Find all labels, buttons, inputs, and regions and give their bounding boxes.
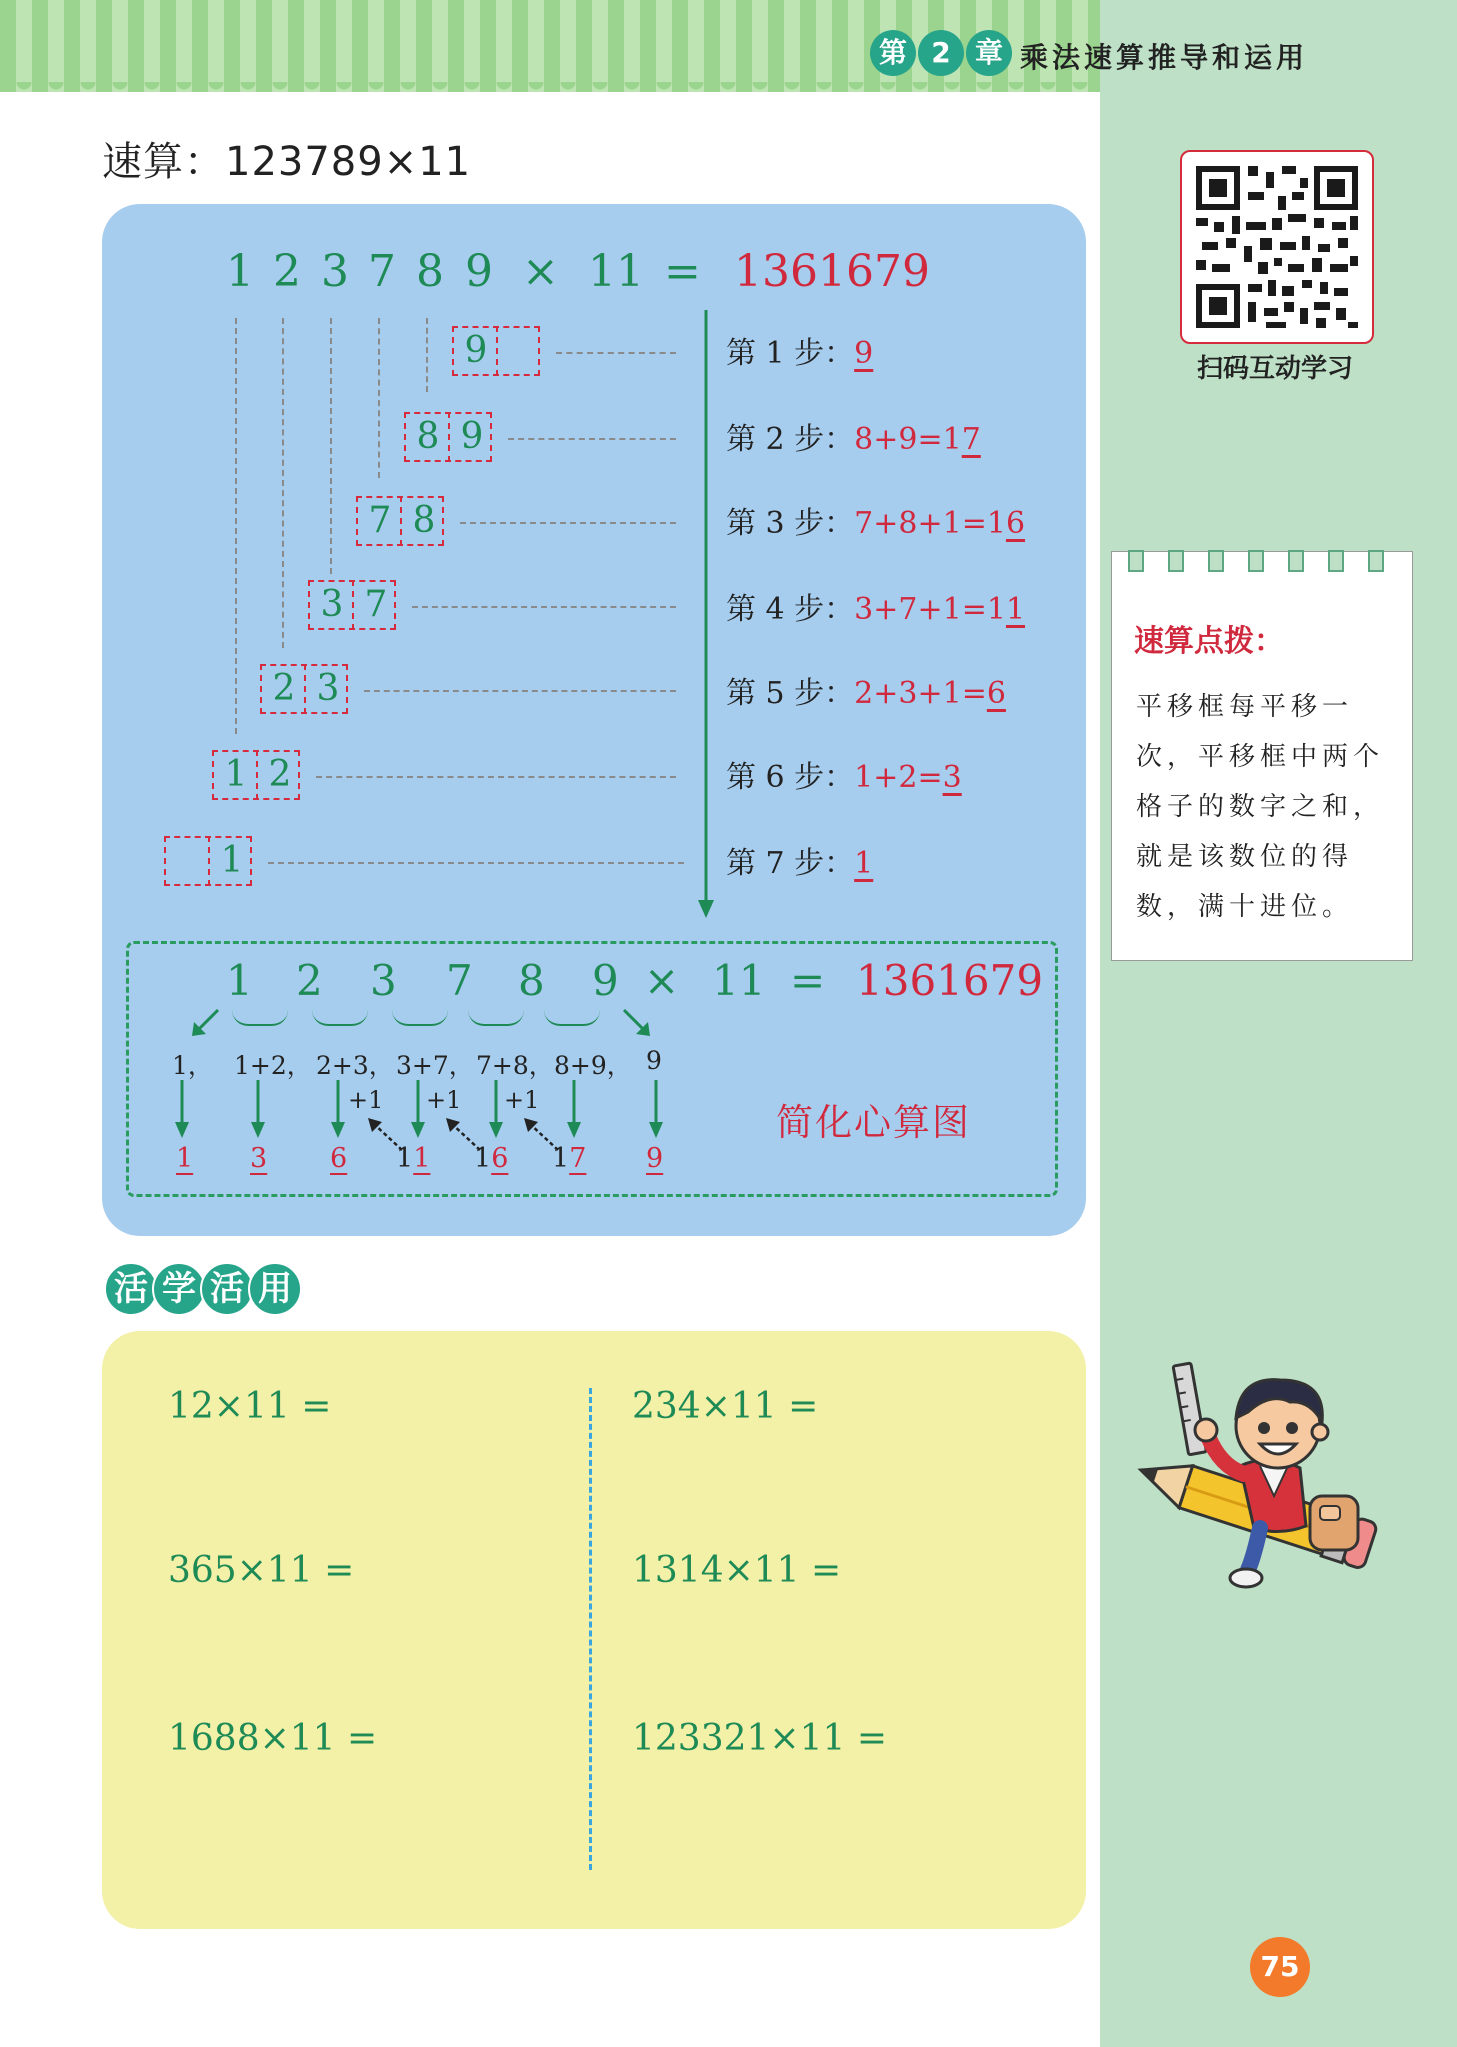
practice-problem: 12×11 = bbox=[168, 1386, 332, 1427]
eq-times: × bbox=[522, 246, 559, 297]
eq-digit-2: 2 bbox=[273, 246, 301, 297]
brace bbox=[468, 1010, 524, 1026]
connector-line bbox=[316, 776, 676, 778]
connector-line bbox=[460, 522, 676, 524]
page-title: 速算：123789×11 bbox=[102, 139, 472, 185]
section-heading: 活 学 活 用 bbox=[104, 1262, 296, 1314]
eq-digit-4: 7 bbox=[368, 246, 396, 297]
connector-line bbox=[556, 352, 676, 354]
connector-line bbox=[508, 438, 676, 440]
qr-label: 扫码互动学习 bbox=[1196, 354, 1353, 384]
practice-divider bbox=[589, 1388, 592, 1870]
qr-code-icon bbox=[1182, 152, 1372, 342]
sd-result: 1361679 bbox=[856, 956, 1044, 1005]
down-arrow-icon bbox=[694, 308, 718, 920]
eq-digit-6: 9 bbox=[465, 246, 493, 297]
boy-on-pencil-illustration bbox=[1130, 1356, 1380, 1596]
result-digit: 16 bbox=[474, 1143, 509, 1174]
result-digit: 6 bbox=[330, 1143, 348, 1174]
result-digit: 1 bbox=[176, 1143, 194, 1174]
eq-multiplier: 11 bbox=[588, 246, 644, 297]
sum-item: 1+2， bbox=[234, 1051, 312, 1080]
guide-line bbox=[235, 318, 237, 734]
eq-digit-3: 3 bbox=[321, 246, 349, 297]
guide-line bbox=[426, 318, 428, 392]
sd-digit-3: 3 bbox=[370, 956, 397, 1005]
down-arrow-icon bbox=[172, 1080, 192, 1140]
guide-line bbox=[378, 318, 380, 478]
sliding-box: 8 9 bbox=[404, 412, 492, 462]
connector-line bbox=[364, 690, 676, 692]
sum-item: 3+7， bbox=[396, 1051, 474, 1080]
note-ring bbox=[1128, 550, 1144, 572]
carry-label: +1 bbox=[426, 1086, 462, 1114]
down-arrow-icon bbox=[328, 1080, 348, 1140]
sd-digit-2: 2 bbox=[296, 956, 323, 1005]
qr-code[interactable] bbox=[1180, 150, 1374, 344]
sliding-box: 2 3 bbox=[260, 664, 348, 714]
chapter-number-badge: 2 bbox=[918, 30, 964, 76]
connector-line bbox=[412, 606, 676, 608]
page-number: 75 bbox=[1250, 1937, 1310, 1997]
step-7: 第 7 步：1 bbox=[726, 846, 874, 881]
result-digit: 17 bbox=[552, 1143, 587, 1174]
step-4: 第 4 步：3+7+1=11 bbox=[726, 592, 1026, 627]
practice-problem: 1688×11 = bbox=[168, 1718, 378, 1759]
eq-digit-5: 8 bbox=[416, 246, 444, 297]
practice-problem: 365×11 = bbox=[168, 1550, 355, 1591]
result-digit: 3 bbox=[250, 1143, 268, 1174]
down-left-arrow-icon bbox=[188, 1006, 222, 1040]
note-ring bbox=[1288, 550, 1304, 572]
practice-problem: 123321×11 = bbox=[632, 1718, 888, 1759]
result-digit: 9 bbox=[646, 1143, 664, 1174]
header-scallop bbox=[0, 82, 1100, 98]
step-3: 第 3 步：7+8+1=16 bbox=[726, 506, 1026, 541]
practice-problem: 1314×11 = bbox=[632, 1550, 842, 1591]
brace bbox=[544, 1010, 600, 1026]
note-ring bbox=[1328, 550, 1344, 572]
note-ring bbox=[1208, 550, 1224, 572]
brace bbox=[232, 1010, 288, 1026]
tip-note bbox=[1111, 551, 1413, 961]
sd-digit-4: 7 bbox=[446, 956, 473, 1005]
sliding-box: 9 bbox=[452, 326, 540, 376]
step-2: 第 2 步：8+9=17 bbox=[726, 422, 981, 457]
sum-item: 2+3， bbox=[316, 1051, 394, 1080]
sum-item: 7+8， bbox=[476, 1051, 554, 1080]
chapter-title: 乘法速算推导和运用 bbox=[1020, 41, 1309, 74]
result-digit: 11 bbox=[396, 1143, 431, 1174]
eq-digit-1: 1 bbox=[226, 246, 254, 297]
tip-body: 平移框每平移一次，平移框中两个格子的数字之和，就是该数位的得数，满十进位。 bbox=[1136, 692, 1385, 922]
step-1: 第 1 步：9 bbox=[726, 336, 874, 371]
sd-digit-6: 9 bbox=[592, 956, 619, 1005]
chapter-prefix-badge: 第 bbox=[870, 30, 916, 76]
guide-line bbox=[282, 318, 284, 648]
eq-result: 1361679 bbox=[734, 246, 930, 297]
note-ring bbox=[1168, 550, 1184, 572]
step-6: 第 6 步：1+2=3 bbox=[726, 760, 962, 795]
note-ring bbox=[1248, 550, 1264, 572]
sum-item: 8+9， bbox=[554, 1051, 632, 1080]
brace bbox=[312, 1010, 368, 1026]
sliding-box: 7 8 bbox=[356, 496, 444, 546]
tip-title: 速算点拨： bbox=[1134, 624, 1284, 659]
sum-item: 1， bbox=[172, 1051, 213, 1080]
sd-equals: = bbox=[790, 956, 826, 1005]
sd-multiplier: 11 bbox=[712, 956, 766, 1005]
down-arrow-icon bbox=[408, 1080, 428, 1140]
guide-line bbox=[330, 318, 332, 574]
sliding-box: 1 2 bbox=[212, 750, 300, 800]
down-right-arrow-icon bbox=[620, 1006, 654, 1040]
brace bbox=[392, 1010, 448, 1026]
sd-times: × bbox=[644, 956, 680, 1005]
sd-digit-1: 1 bbox=[226, 956, 253, 1005]
down-arrow-icon bbox=[486, 1080, 506, 1140]
down-arrow-icon bbox=[646, 1080, 666, 1140]
sum-item: 9 bbox=[646, 1046, 662, 1075]
down-arrow-icon bbox=[564, 1080, 584, 1140]
practice-problem: 234×11 = bbox=[632, 1386, 819, 1427]
sliding-box: 3 7 bbox=[308, 580, 396, 630]
sliding-box: 1 bbox=[164, 836, 252, 886]
step-5: 第 5 步：2+3+1=6 bbox=[726, 676, 1006, 711]
down-arrow-icon bbox=[248, 1080, 268, 1140]
simplified-diagram-label: 简化心算图 bbox=[776, 1101, 971, 1144]
carry-label: +1 bbox=[504, 1086, 540, 1114]
carry-label: +1 bbox=[348, 1086, 384, 1114]
connector-line bbox=[268, 862, 684, 864]
sd-digit-5: 8 bbox=[518, 956, 545, 1005]
note-ring bbox=[1368, 550, 1384, 572]
chapter-suffix-badge: 章 bbox=[966, 30, 1012, 76]
eq-equals: = bbox=[664, 246, 701, 297]
